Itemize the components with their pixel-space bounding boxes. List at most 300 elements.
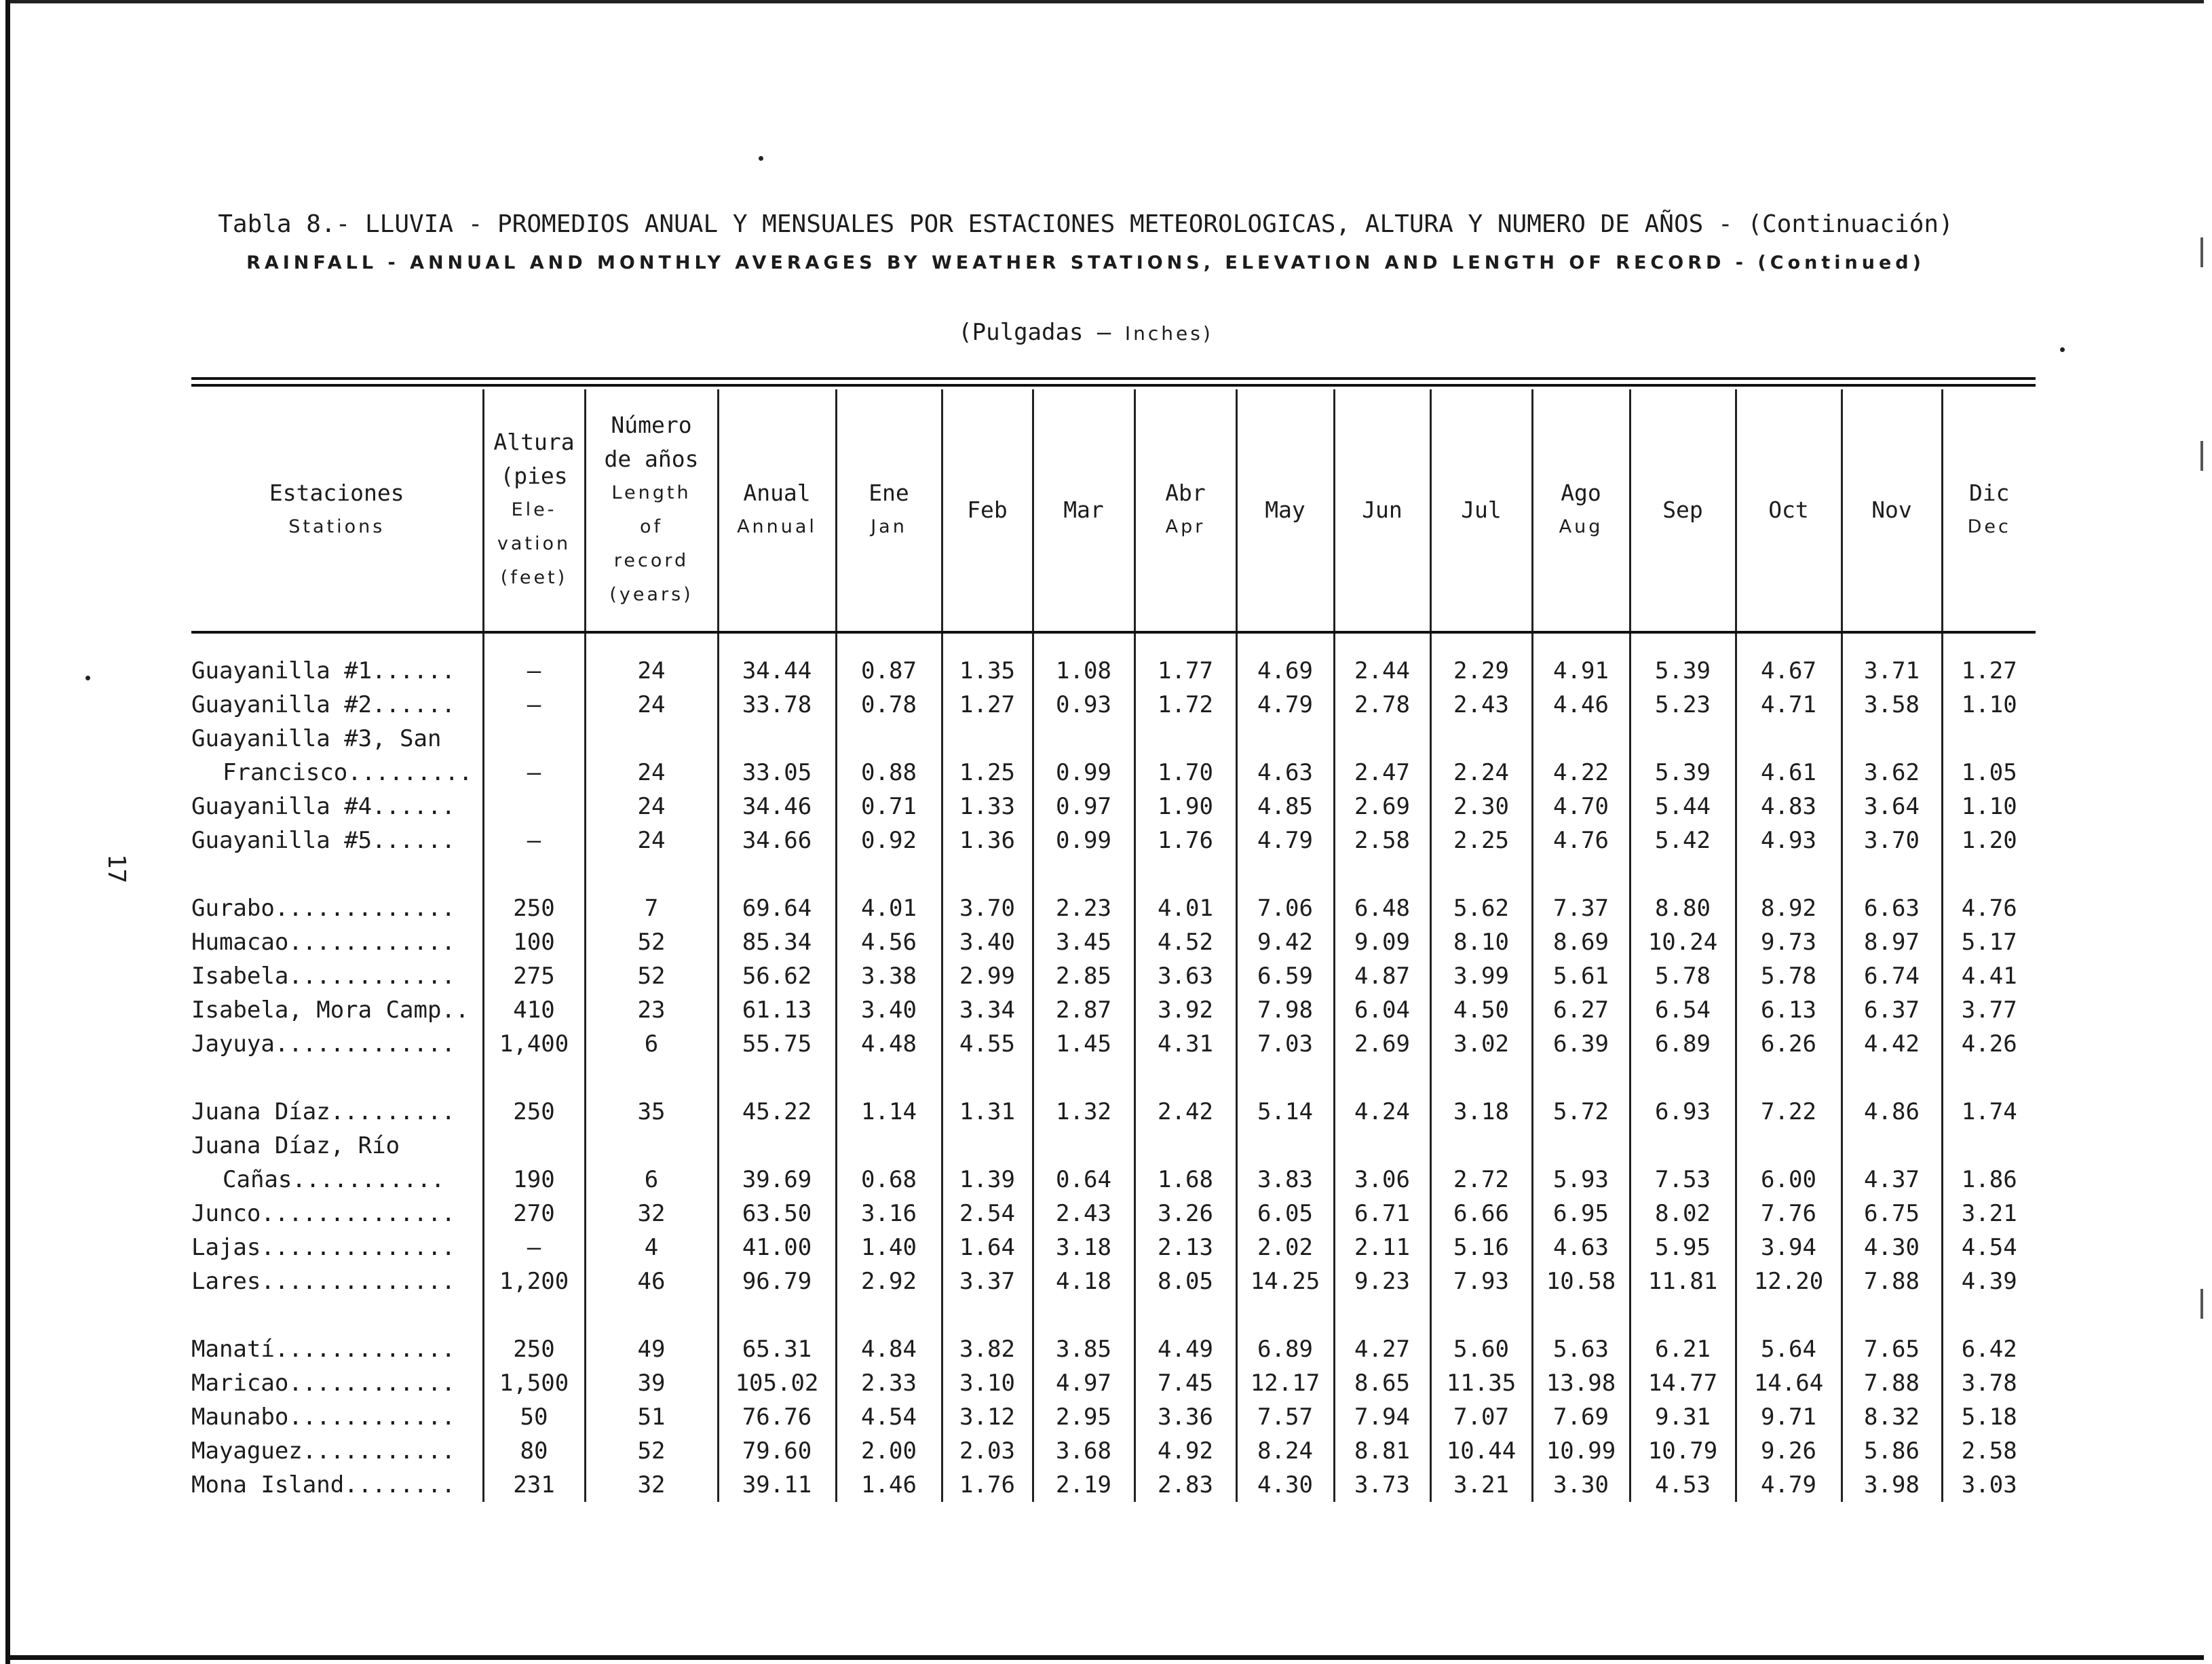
header-month-es: Nov	[1871, 497, 1912, 523]
month-value-cell: 2.30	[1430, 790, 1532, 824]
month-value-cell: 5.23	[1630, 688, 1736, 722]
month-value-cell: 7.53	[1630, 1163, 1736, 1197]
header-years-en1: Length	[611, 482, 691, 503]
month-value-cell: 0.93	[1033, 688, 1134, 722]
units-dash: —	[1097, 319, 1111, 346]
month-value-cell: 5.44	[1630, 790, 1736, 824]
gap-cell	[1842, 1298, 1942, 1332]
years-cell: 51	[585, 1400, 718, 1434]
header-month-es: Abr	[1165, 480, 1206, 506]
header-month-aug	[1532, 389, 1630, 632]
month-value-cell: 1.72	[1134, 688, 1236, 722]
page-border-left	[5, 0, 10, 1664]
month-value-cell: 3.21	[1942, 1197, 2036, 1231]
month-value-cell: 2.25	[1430, 824, 1532, 857]
header-annual-en: Annual	[737, 516, 817, 537]
month-value-cell: 2.43	[1033, 1197, 1134, 1231]
station-cell	[191, 722, 483, 756]
month-value-cell: 1.74	[1942, 1095, 2036, 1129]
annual-cell: 33.05	[718, 756, 836, 790]
spacer-cell	[942, 632, 1033, 654]
table-top-rule	[191, 377, 2036, 380]
month-value-cell: 5.18	[1942, 1400, 2036, 1434]
gap-cell	[1236, 857, 1334, 891]
station-cell	[191, 1129, 483, 1163]
month-value-cell: 4.63	[1532, 1231, 1630, 1264]
empty-cell	[1942, 1129, 2036, 1163]
month-value-cell: 5.95	[1630, 1231, 1736, 1264]
month-value-cell: 2.87	[1033, 993, 1134, 1027]
empty-cell	[1430, 722, 1532, 756]
header-elevation-es2: (pies	[500, 463, 568, 489]
month-value-cell: 6.04	[1334, 993, 1430, 1027]
month-value-cell: 7.65	[1842, 1332, 1942, 1366]
table-row	[191, 722, 2036, 756]
elevation-cell: 250	[483, 891, 585, 925]
station-name: Cañas...........	[223, 1166, 445, 1193]
month-value-cell: 1.76	[942, 1468, 1033, 1502]
annual-cell: 105.02	[718, 1366, 836, 1400]
elevation-cell: 275	[483, 959, 585, 993]
month-value-cell: 8.32	[1842, 1400, 1942, 1434]
month-value-cell: 12.17	[1236, 1366, 1334, 1400]
annual-cell: 56.62	[718, 959, 836, 993]
station-name: Mayaguez...........	[191, 1437, 455, 1465]
gap-cell	[836, 857, 942, 891]
spacer-cell	[1033, 632, 1134, 654]
month-value-cell: 0.64	[1033, 1163, 1134, 1197]
gap-cell	[191, 857, 483, 891]
month-value-cell: 4.86	[1842, 1095, 1942, 1129]
table-row	[191, 1027, 2036, 1061]
header-month-en: Dec	[1967, 516, 2011, 537]
month-value-cell: 2.42	[1134, 1095, 1236, 1129]
table-row	[191, 1129, 2036, 1163]
month-value-cell: 4.42	[1842, 1027, 1942, 1061]
header-month-es: Ago	[1561, 480, 1601, 506]
month-value-cell: 10.99	[1532, 1434, 1630, 1468]
month-value-cell: 10.24	[1630, 925, 1736, 959]
month-value-cell: 4.79	[1736, 1468, 1842, 1502]
scan-edge-mark	[2200, 441, 2203, 471]
years-cell: 6	[585, 1163, 718, 1197]
empty-cell	[1236, 722, 1334, 756]
table-row	[191, 790, 2036, 824]
month-value-cell: 2.43	[1430, 688, 1532, 722]
month-value-cell: 10.79	[1630, 1434, 1736, 1468]
gap-cell	[942, 1298, 1033, 1332]
month-value-cell: 6.00	[1736, 1163, 1842, 1197]
month-value-cell: 5.39	[1630, 756, 1736, 790]
annual-cell: 45.22	[718, 1095, 836, 1129]
annual-cell: 65.31	[718, 1332, 836, 1366]
table-row	[191, 1095, 2036, 1129]
month-value-cell: 6.13	[1736, 993, 1842, 1027]
gap-cell	[942, 1061, 1033, 1095]
header-years	[585, 389, 718, 632]
month-value-cell: 0.78	[836, 688, 942, 722]
month-value-cell: 11.81	[1630, 1264, 1736, 1298]
month-value-cell: 2.69	[1334, 1027, 1430, 1061]
header-month-es: Ene	[869, 480, 909, 506]
station-name: Francisco.........	[223, 759, 473, 786]
years-cell: 32	[585, 1197, 718, 1231]
station-cell	[191, 1197, 483, 1231]
month-value-cell: 4.52	[1134, 925, 1236, 959]
month-value-cell: 3.06	[1334, 1163, 1430, 1197]
header-month-feb	[942, 389, 1033, 632]
month-value-cell: 5.39	[1630, 654, 1736, 688]
annual-cell: 41.00	[718, 1231, 836, 1264]
elevation-cell: 231	[483, 1468, 585, 1502]
station-name: Humacao............	[191, 929, 455, 956]
table-title-spanish: Tabla 8.- LLUVIA - PROMEDIOS ANUAL Y MENSUALES POR ESTACIONES METEOROLOGICAS, ALTURA Y NUMERO DE AÑOS - (Continuación)	[218, 210, 1953, 238]
month-value-cell: 5.63	[1532, 1332, 1630, 1366]
station-cell	[191, 1434, 483, 1468]
month-value-cell: 9.42	[1236, 925, 1334, 959]
month-value-cell: 7.57	[1236, 1400, 1334, 1434]
month-value-cell: 1.68	[1134, 1163, 1236, 1197]
empty-cell	[483, 722, 585, 756]
month-value-cell: 1.45	[1033, 1027, 1134, 1061]
month-value-cell: 6.05	[1236, 1197, 1334, 1231]
scan-speck	[2060, 347, 2065, 352]
month-value-cell: 1.35	[942, 654, 1033, 688]
page-border-top	[5, 0, 2204, 3]
table-header-row	[191, 389, 2036, 632]
empty-cell	[1236, 1129, 1334, 1163]
header-month-may	[1236, 389, 1334, 632]
station-cell	[191, 756, 483, 790]
station-cell	[191, 824, 483, 857]
month-value-cell: 3.21	[1430, 1468, 1532, 1502]
month-value-cell: 4.30	[1236, 1468, 1334, 1502]
group-gap-row	[191, 1298, 2036, 1332]
header-years-en3: record	[613, 550, 689, 571]
month-value-cell: 4.76	[1942, 891, 2036, 925]
station-name: Guayanilla #1......	[191, 657, 455, 684]
empty-cell	[1842, 722, 1942, 756]
month-value-cell: 11.35	[1430, 1366, 1532, 1400]
month-value-cell: 13.98	[1532, 1366, 1630, 1400]
month-value-cell: 2.95	[1033, 1400, 1134, 1434]
month-value-cell: 9.71	[1736, 1400, 1842, 1434]
month-value-cell: 3.98	[1842, 1468, 1942, 1502]
month-value-cell: 2.54	[942, 1197, 1033, 1231]
units-english: Inches)	[1124, 322, 1213, 345]
spacer-cell	[1236, 632, 1334, 654]
elevation-cell: 1,400	[483, 1027, 585, 1061]
years-cell: 23	[585, 993, 718, 1027]
month-value-cell: 4.91	[1532, 654, 1630, 688]
annual-cell: 55.75	[718, 1027, 836, 1061]
month-value-cell: 1.36	[942, 824, 1033, 857]
annual-cell: 79.60	[718, 1434, 836, 1468]
empty-cell	[585, 1129, 718, 1163]
empty-cell	[1033, 1129, 1134, 1163]
month-value-cell: 12.20	[1736, 1264, 1842, 1298]
gap-cell	[191, 1061, 483, 1095]
month-value-cell: 3.18	[1430, 1095, 1532, 1129]
elevation-cell: 1,500	[483, 1366, 585, 1400]
empty-cell	[1334, 1129, 1430, 1163]
month-value-cell: 4.61	[1736, 756, 1842, 790]
month-value-cell: 6.93	[1630, 1095, 1736, 1129]
month-value-cell: 10.58	[1532, 1264, 1630, 1298]
annual-cell: 34.66	[718, 824, 836, 857]
group-gap-row	[191, 857, 2036, 891]
annual-cell: 96.79	[718, 1264, 836, 1298]
gap-cell	[718, 1061, 836, 1095]
empty-cell	[1430, 1129, 1532, 1163]
empty-cell	[1942, 722, 2036, 756]
empty-cell	[1736, 1129, 1842, 1163]
station-cell	[191, 1163, 483, 1197]
month-value-cell: 3.03	[1942, 1468, 2036, 1502]
month-value-cell: 1.40	[836, 1231, 942, 1264]
header-elevation-en2: vation	[497, 533, 571, 554]
month-value-cell: 3.63	[1134, 959, 1236, 993]
month-value-cell: 7.98	[1236, 993, 1334, 1027]
gap-cell	[1630, 857, 1736, 891]
gap-cell	[1236, 1061, 1334, 1095]
station-cell	[191, 1366, 483, 1400]
elevation-cell: 410	[483, 993, 585, 1027]
elevation-cell: 250	[483, 1332, 585, 1366]
month-value-cell: 6.59	[1236, 959, 1334, 993]
empty-cell	[836, 1129, 942, 1163]
month-value-cell: 2.78	[1334, 688, 1430, 722]
header-elevation-en3: (feet)	[500, 567, 568, 588]
empty-cell	[1736, 722, 1842, 756]
month-value-cell: 2.47	[1334, 756, 1430, 790]
month-value-cell: 6.27	[1532, 993, 1630, 1027]
month-value-cell: 9.09	[1334, 925, 1430, 959]
month-value-cell: 0.88	[836, 756, 942, 790]
table-row	[191, 654, 2036, 688]
empty-cell	[942, 722, 1033, 756]
table-body	[191, 632, 2036, 1502]
month-value-cell: 5.78	[1630, 959, 1736, 993]
month-value-cell: 3.38	[836, 959, 942, 993]
month-value-cell: 3.99	[1430, 959, 1532, 993]
header-month-es: Mar	[1063, 497, 1104, 523]
month-value-cell: 2.85	[1033, 959, 1134, 993]
month-value-cell: 4.84	[836, 1332, 942, 1366]
month-value-cell: 4.41	[1942, 959, 2036, 993]
elevation-cell: 1,200	[483, 1264, 585, 1298]
month-value-cell: 5.78	[1736, 959, 1842, 993]
gap-cell	[1134, 857, 1236, 891]
elevation-cell: 100	[483, 925, 585, 959]
gap-cell	[1736, 1298, 1842, 1332]
station-name: Juana Díaz, Río	[191, 1132, 400, 1159]
month-value-cell: 6.42	[1942, 1332, 2036, 1366]
annual-cell: 63.50	[718, 1197, 836, 1231]
empty-cell	[1532, 1129, 1630, 1163]
header-month-es: Feb	[967, 497, 1008, 523]
station-name: Isabela, Mora Camp..	[191, 997, 470, 1024]
month-value-cell: 1.77	[1134, 654, 1236, 688]
month-value-cell: 7.06	[1236, 891, 1334, 925]
station-cell	[191, 1264, 483, 1298]
month-value-cell: 8.69	[1532, 925, 1630, 959]
month-value-cell: 6.21	[1630, 1332, 1736, 1366]
month-value-cell: 4.70	[1532, 790, 1630, 824]
header-month-es: Jul	[1461, 497, 1502, 523]
years-cell: 35	[585, 1095, 718, 1129]
month-value-cell: 5.60	[1430, 1332, 1532, 1366]
station-name: Guayanilla #4......	[191, 793, 455, 820]
header-month-es: May	[1265, 497, 1305, 523]
gap-cell	[1236, 1298, 1334, 1332]
month-value-cell: 5.62	[1430, 891, 1532, 925]
table-title-english: RAINFALL - ANNUAL AND MONTHLY AVERAGES BY WEATHER STATIONS, ELEVATION AND LENGTH OF RECORD - (Continued)	[246, 252, 1925, 273]
month-value-cell: 4.46	[1532, 688, 1630, 722]
header-years-es2: de años	[604, 446, 699, 472]
month-value-cell: 3.16	[836, 1197, 942, 1231]
gap-cell	[1430, 857, 1532, 891]
month-value-cell: 7.93	[1430, 1264, 1532, 1298]
header-elevation-es1: Altura	[493, 429, 575, 455]
month-value-cell: 3.71	[1842, 654, 1942, 688]
annual-cell: 61.13	[718, 993, 836, 1027]
years-cell: 24	[585, 688, 718, 722]
scan-speck	[85, 676, 90, 680]
annual-cell: 39.11	[718, 1468, 836, 1502]
month-value-cell: 7.94	[1334, 1400, 1430, 1434]
month-value-cell: 2.02	[1236, 1231, 1334, 1264]
month-value-cell: 8.80	[1630, 891, 1736, 925]
annual-cell: 34.46	[718, 790, 836, 824]
gap-cell	[718, 857, 836, 891]
month-value-cell: 0.92	[836, 824, 942, 857]
elevation-cell: —	[483, 1231, 585, 1264]
years-cell: 49	[585, 1332, 718, 1366]
years-cell: 24	[585, 654, 718, 688]
annual-cell: 76.76	[718, 1400, 836, 1434]
month-value-cell: 5.93	[1532, 1163, 1630, 1197]
units-caption	[0, 319, 2212, 346]
header-month-es: Jun	[1362, 497, 1403, 523]
month-value-cell: 7.76	[1736, 1197, 1842, 1231]
gap-cell	[585, 857, 718, 891]
elevation-cell: 270	[483, 1197, 585, 1231]
station-cell	[191, 891, 483, 925]
station-name: Juana Díaz.........	[191, 1098, 455, 1125]
month-value-cell: 4.76	[1532, 824, 1630, 857]
month-value-cell: 4.93	[1736, 824, 1842, 857]
month-value-cell: 5.72	[1532, 1095, 1630, 1129]
elevation-cell: —	[483, 756, 585, 790]
gap-cell	[1033, 1298, 1134, 1332]
empty-cell	[483, 1129, 585, 1163]
gap-cell	[1134, 1061, 1236, 1095]
annual-cell: 85.34	[718, 925, 836, 959]
spacer-cell	[483, 632, 585, 654]
spacer-cell	[1736, 632, 1842, 654]
month-value-cell: 4.85	[1236, 790, 1334, 824]
spacer-cell	[718, 632, 836, 654]
month-value-cell: 4.49	[1134, 1332, 1236, 1366]
header-station-en: Stations	[288, 516, 385, 537]
gap-cell	[1430, 1061, 1532, 1095]
years-cell: 52	[585, 1434, 718, 1468]
month-value-cell: 6.66	[1430, 1197, 1532, 1231]
gap-cell	[1942, 857, 2036, 891]
station-cell	[191, 1095, 483, 1129]
gap-cell	[191, 1298, 483, 1332]
station-cell	[191, 1468, 483, 1502]
month-value-cell: 3.30	[1532, 1468, 1630, 1502]
month-value-cell: 1.86	[1942, 1163, 2036, 1197]
station-name: Junco..............	[191, 1200, 455, 1227]
header-month-nov	[1842, 389, 1942, 632]
table-row	[191, 1231, 2036, 1264]
month-value-cell: 9.26	[1736, 1434, 1842, 1468]
month-value-cell: 6.75	[1842, 1197, 1942, 1231]
header-month-mar	[1033, 389, 1134, 632]
page-border-bottom	[5, 1655, 2204, 1660]
month-value-cell: 4.67	[1736, 654, 1842, 688]
station-cell	[191, 925, 483, 959]
month-value-cell: 3.37	[942, 1264, 1033, 1298]
month-value-cell: 4.01	[836, 891, 942, 925]
month-value-cell: 6.26	[1736, 1027, 1842, 1061]
station-cell	[191, 1400, 483, 1434]
month-value-cell: 3.36	[1134, 1400, 1236, 1434]
header-station-es: Estaciones	[269, 480, 404, 506]
month-value-cell: 7.03	[1236, 1027, 1334, 1061]
month-value-cell: 4.37	[1842, 1163, 1942, 1197]
month-value-cell: 4.27	[1334, 1332, 1430, 1366]
empty-cell	[1630, 722, 1736, 756]
month-value-cell: 1.46	[836, 1468, 942, 1502]
month-value-cell: 6.74	[1842, 959, 1942, 993]
station-name: Gurabo.............	[191, 895, 455, 922]
month-value-cell: 5.42	[1630, 824, 1736, 857]
month-value-cell: 4.71	[1736, 688, 1842, 722]
table-row	[191, 824, 2036, 857]
month-value-cell: 6.48	[1334, 891, 1430, 925]
month-value-cell: 1.10	[1942, 688, 2036, 722]
station-cell	[191, 790, 483, 824]
month-value-cell: 0.97	[1033, 790, 1134, 824]
gap-cell	[1532, 1061, 1630, 1095]
gap-cell	[1532, 1298, 1630, 1332]
month-value-cell: 2.03	[942, 1434, 1033, 1468]
gap-cell	[1334, 857, 1430, 891]
month-value-cell: 7.69	[1532, 1400, 1630, 1434]
month-value-cell: 8.97	[1842, 925, 1942, 959]
header-month-es: Dic	[1968, 480, 2010, 506]
month-value-cell: 1.27	[1942, 654, 2036, 688]
gap-cell	[1942, 1298, 2036, 1332]
header-elevation	[483, 389, 585, 632]
table-top-rule-second	[191, 384, 2036, 387]
month-value-cell: 1.27	[942, 688, 1033, 722]
station-cell	[191, 1231, 483, 1264]
empty-cell	[942, 1129, 1033, 1163]
gap-cell	[1033, 1061, 1134, 1095]
years-cell: 52	[585, 959, 718, 993]
month-value-cell: 3.73	[1334, 1468, 1430, 1502]
month-value-cell: 9.23	[1334, 1264, 1430, 1298]
month-value-cell: 8.05	[1134, 1264, 1236, 1298]
month-value-cell: 4.54	[1942, 1231, 2036, 1264]
gap-cell	[942, 857, 1033, 891]
rainfall-table	[191, 389, 2036, 1502]
